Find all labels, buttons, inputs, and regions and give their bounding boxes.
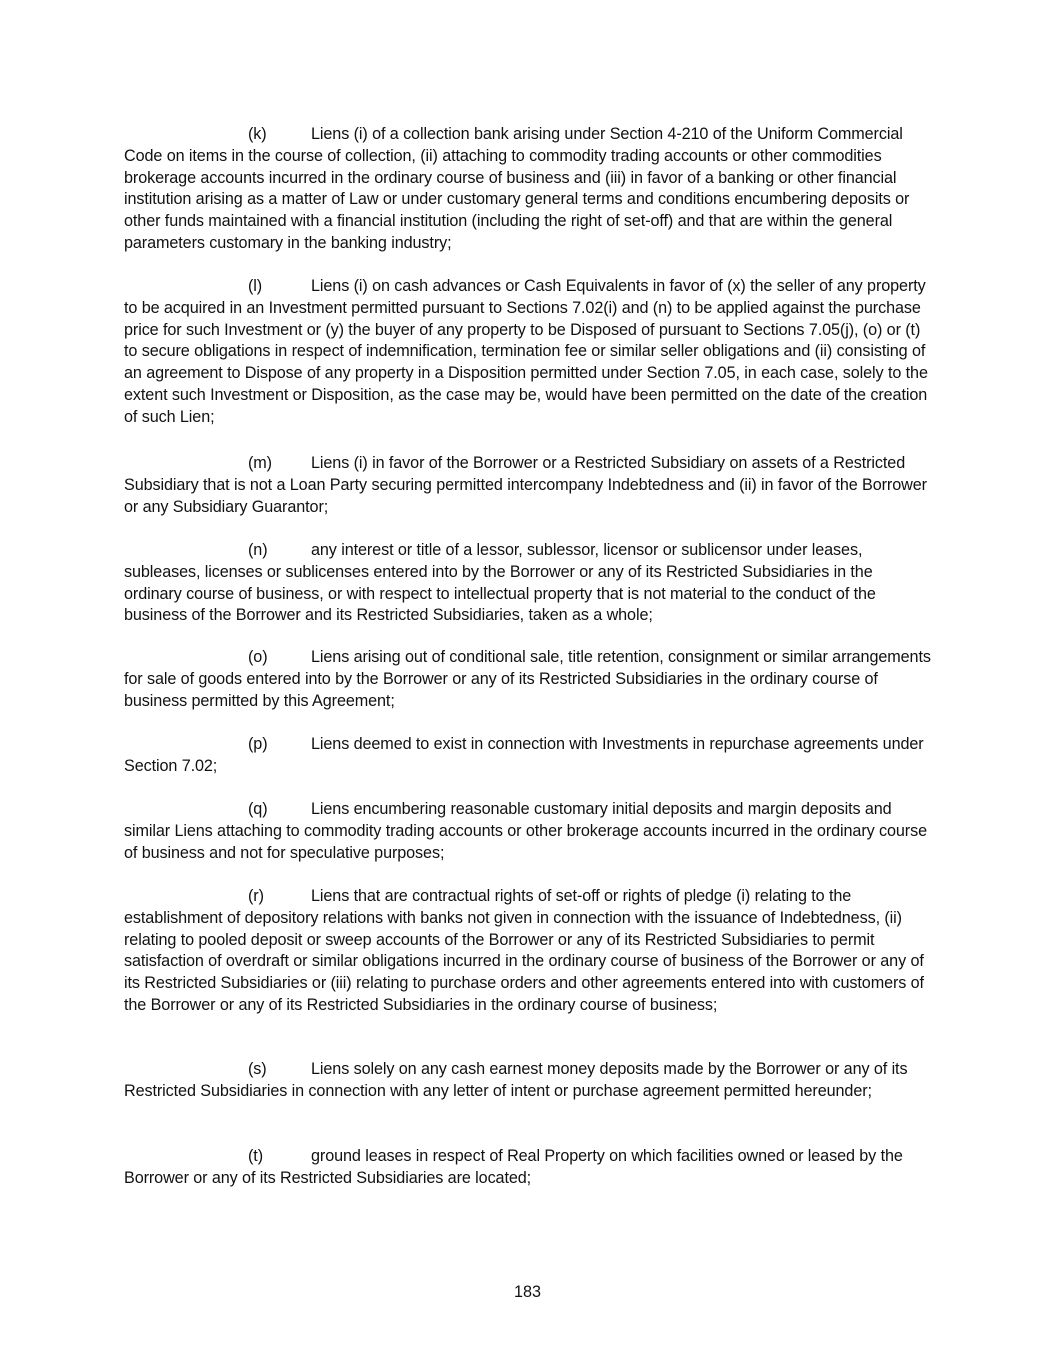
clause-text: Liens arising out of conditional sale, title retention, consignment or similar arrangements for sale of goods entered into by the Borrower or any of its Restricted Subsidiaries in the ordinary course of business permitted by this Agreement; [124, 648, 931, 710]
clause-k [124, 124, 934, 255]
clause-l [124, 276, 934, 429]
clause-q [124, 799, 934, 864]
clause-marker: (q) [248, 800, 268, 818]
clause-marker: (s) [248, 1060, 267, 1078]
clause-marker: (p) [248, 735, 268, 753]
clause-t [124, 1146, 934, 1190]
clause-text: Liens solely on any cash earnest money deposits made by the Borrower or any of its Restricted Subsidiaries in connection with any letter of intent or purchase agreement permitted hereunder; [124, 1060, 908, 1100]
clause-text: Liens (i) on cash advances or Cash Equivalents in favor of (x) the seller of any property to be acquired in an Investment permitted pursuant to Sections 7.02(i) and (n) to be applied against the purchase price for such Investment or (y) the buyer of any property to be Disposed of pursuant to Sections 7.05(j), (o) or (t) to secure obligations in respect of indemnification, termination fee or similar seller obligations and (ii) consisting of an agreement to Dispose of any property in a Disposition permitted under Section 7.05, in each case, solely to the extent such Investment or Disposition, as the case may be, would have been permitted on the date of the creation of such Lien; [124, 277, 928, 426]
clause-m [124, 453, 934, 518]
clause-marker: (l) [248, 277, 263, 295]
page-number: 183 [513, 1283, 541, 1301]
clause-marker: (o) [248, 648, 268, 666]
clause-marker: (m) [248, 454, 272, 472]
clause-marker: (k) [248, 125, 267, 143]
clause-text: Liens (i) of a collection bank arising under Section 4-210 of the Uniform Commercial Code on items in the course of collection, (ii) attaching to commodity trading accounts or other commodities brokerage accounts incurred in the ordinary course of business and (iii) in favor of a banking or other financial institution arising as a matter of Law or under customary general terms and conditions encumbering deposits or other funds maintained with a financial institution (including the right of set-off) and that are within the general parameters customary in the banking industry; [124, 125, 910, 252]
clause-text: Liens encumbering reasonable customary initial deposits and margin deposits and similar Liens attaching to commodity trading accounts or other brokerage accounts incurred in the ordinary course of business and not for speculative purposes; [124, 800, 927, 862]
clause-text: ground leases in respect of Real Property on which facilities owned or leased by the Borrower or any of its Restricted Subsidiaries are located; [124, 1147, 903, 1187]
clause-r [124, 886, 934, 1017]
clause-text: any interest or title of a lessor, sublessor, licensor or sublicensor under leases, subleases, licenses or sublicenses entered into by the Borrower or any of its Restricted Subsidiaries in the ordinary course of business, or with respect to intellectual property that is not material to the conduct of the business of the Borrower and its Restricted Subsidiaries, taken as a whole; [124, 541, 876, 625]
clause-o [124, 647, 934, 712]
clause-marker: (n) [248, 541, 268, 559]
clause-text: Liens deemed to exist in connection with Investments in repurchase agreements under Section 7.02; [124, 735, 924, 775]
clause-marker: (t) [248, 1147, 263, 1165]
clause-text: Liens that are contractual rights of set-off or rights of pledge (i) relating to the establishment of depository relations with banks not given in connection with the issuance of Indebtedness, (ii) relating to pooled deposit or sweep accounts of the Borrower or any of its Restricted Subsidiaries to permit satisfaction of overdraft or similar obligations incurred in the ordinary course of business of the Borrower or any of its Restricted Subsidiaries or (iii) relating to purchase orders and other agreements entered into with customers of the Borrower or any of its Restricted Subsidiaries in the ordinary course of business; [124, 887, 924, 1014]
clause-p [124, 734, 934, 778]
clause-s [124, 1059, 934, 1103]
clause-marker: (r) [248, 887, 264, 905]
clause-text: Liens (i) in favor of the Borrower or a Restricted Subsidiary on assets of a Restricted Subsidiary that is not a Loan Party securing permitted intercompany Indebtedness and (ii) in favor of the Borrower or any Subsidiary Guarantor; [124, 454, 927, 516]
clause-n [124, 540, 934, 627]
